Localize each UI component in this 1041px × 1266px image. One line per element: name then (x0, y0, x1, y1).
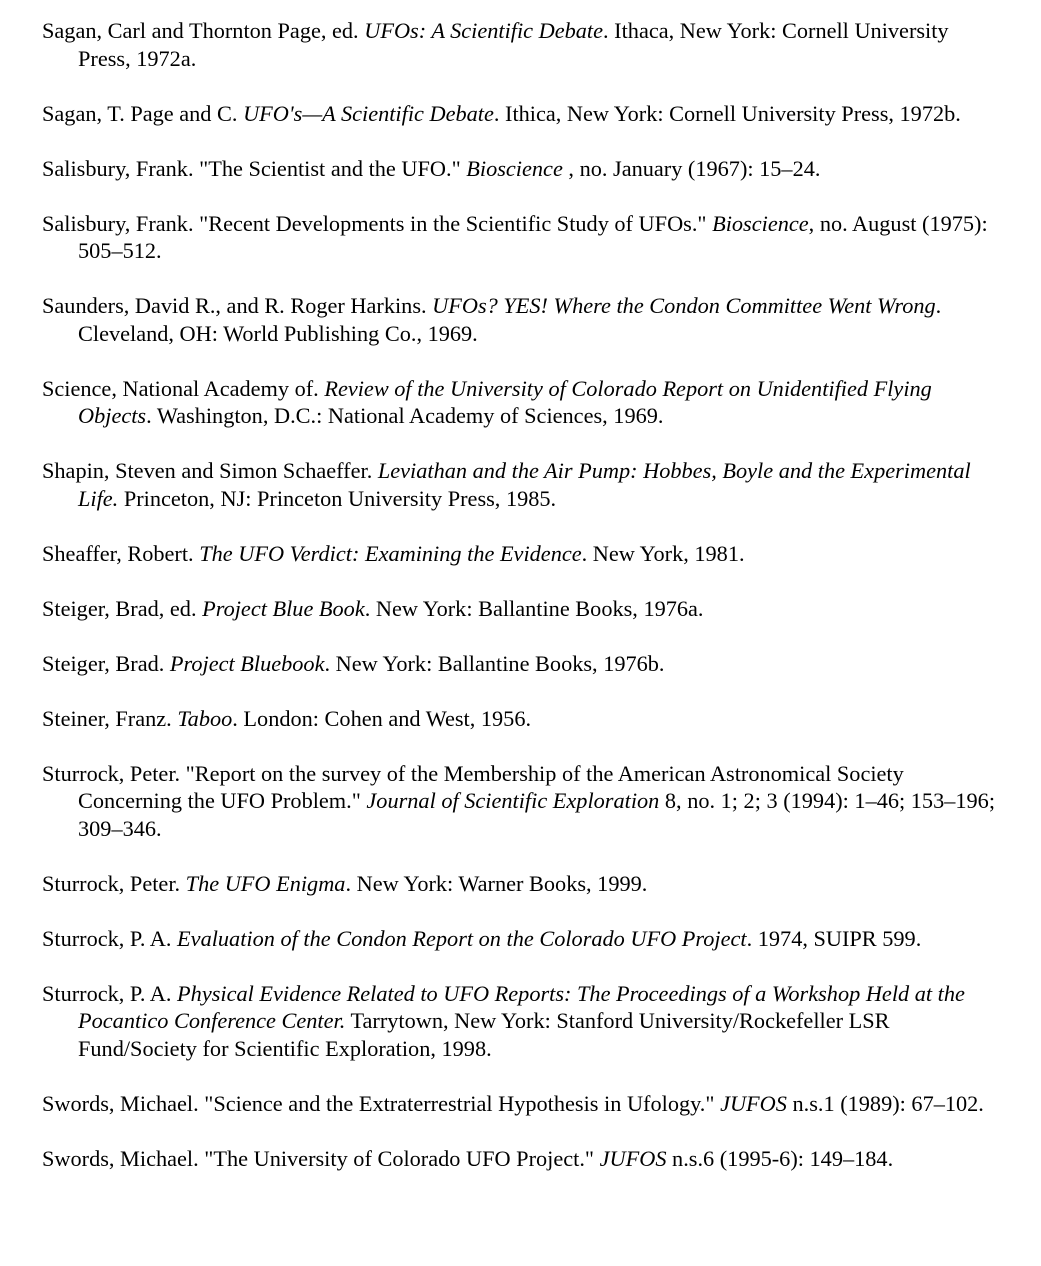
bibliography-entry (42, 540, 1002, 568)
bibliography-entry (42, 705, 1002, 733)
bibliography-entry (42, 595, 1002, 623)
entry-spacer (42, 622, 1002, 650)
entry-title: UFO's—A Scientific Debate (243, 100, 494, 126)
entry-title: The UFO Verdict: Examining the Evidence (199, 540, 582, 566)
bibliography-entry (42, 980, 1002, 1063)
entry-title: Evaluation of the Condon Report on the Colorado UFO Project (177, 925, 747, 951)
entry-text: . New York: Ballantine Books, 1976b. (324, 650, 665, 676)
bibliography-entry (42, 457, 1002, 512)
bibliography-entry (42, 1090, 1002, 1118)
entry-spacer (42, 842, 1002, 870)
entry-spacer (42, 567, 1002, 595)
entry-title: Project Blue Book (202, 595, 365, 621)
entry-spacer (42, 512, 1002, 540)
entry-text: . London: Cohen and West, 1956. (232, 705, 532, 731)
entry-text: Steiner, Franz. (42, 705, 178, 731)
entry-title: Leviathan and the Air Pump: Hobbes, Boyle and the Experimental Life. (78, 458, 971, 511)
entry-text: . New York: Warner Books, 1999. (345, 870, 648, 896)
entry-title: Review of the University of Colorado Report on Unidentified Flying Objects (78, 375, 932, 428)
bibliography-entry (42, 870, 1002, 898)
entry-text: Sagan, Carl and Thornton Page, ed. (42, 18, 365, 43)
bibliography-entry (42, 925, 1002, 953)
entry-text: . Ithaca, New York: Cornell University Press, 1972a. (78, 18, 949, 71)
entry-title: Bioscience (466, 155, 563, 181)
entry-text: Sheaffer, Robert. (42, 540, 200, 566)
entry-text: . Ithica, New York: Cornell University Press, 1972b. (493, 100, 961, 126)
entry-text: n.s.6 (1995-6): 149–184. (666, 1145, 894, 1171)
entry-spacer (42, 1117, 1002, 1145)
entry-title: UFOs? YES! Where the Condon Committee Went Wrong (432, 293, 936, 318)
bibliography-entry (42, 100, 1002, 128)
entry-text: Sturrock, Peter. "Report on the survey of the Membership of the American Astronomical Society Concerning the UFO Problem." (42, 760, 904, 813)
entry-text: Sagan, T. Page and C. (42, 100, 244, 126)
entry-text: Sturrock, Peter. (42, 870, 186, 896)
entry-text: Salisbury, Frank. "The Scientist and the UFO." (42, 155, 467, 181)
entry-title: Journal of Scientific Exploration (366, 788, 660, 813)
bibliography-entry (42, 210, 1002, 265)
entry-spacer (42, 677, 1002, 705)
entry-spacer (42, 127, 1002, 155)
entry-text: Tarrytown, New York: Stanford University/Rockefeller LSR Fund/Society for Scientific Exploration, 1998. (78, 1008, 890, 1061)
entry-text: Swords, Michael. "Science and the Extraterrestrial Hypothesis in Ufology." (42, 1090, 721, 1116)
bibliography-entry (42, 1145, 1002, 1173)
entry-title: JUFOS (720, 1090, 787, 1116)
bibliography-page (42, 17, 1002, 1172)
entry-title: Taboo (177, 705, 233, 731)
entry-text: n.s.1 (1989): 67–102. (786, 1090, 984, 1116)
entry-spacer (42, 182, 1002, 210)
entry-spacer (42, 732, 1002, 760)
entry-text: Steiger, Brad, ed. (42, 595, 203, 621)
entry-spacer (42, 347, 1002, 375)
entry-text: Steiger, Brad. (42, 650, 170, 676)
entry-spacer (42, 265, 1002, 293)
entry-title: The UFO Enigma (185, 870, 346, 896)
bibliography-entry (42, 155, 1002, 183)
entry-text: . New York, 1981. (581, 540, 745, 566)
entry-text: , no. August (1975): 505–512. (78, 210, 988, 263)
entry-text: . Cleveland, OH: World Publishing Co., 1969. (78, 293, 942, 346)
entry-spacer (42, 72, 1002, 100)
entry-spacer (42, 897, 1002, 925)
entry-title: JUFOS (599, 1145, 667, 1171)
bibliography-entry (42, 650, 1002, 678)
entry-text: . New York: Ballantine Books, 1976a. (364, 595, 704, 621)
bibliography-entry (42, 375, 1002, 430)
entry-text: Salisbury, Frank. "Recent Developments in the Scientific Study of UFOs." (42, 210, 713, 236)
bibliography-entry (42, 760, 1002, 843)
entry-text: . 1974, SUIPR 599. (746, 925, 922, 951)
entry-text: . Washington, D.C.: National Academy of Sciences, 1969. (146, 403, 664, 428)
entry-text: Sturrock, P. A. (42, 980, 178, 1006)
bibliography-entry (42, 292, 1002, 347)
entry-spacer (42, 1062, 1002, 1090)
entry-text: Swords, Michael. "The University of Colorado UFO Project." (42, 1145, 600, 1171)
entry-text: , no. January (1967): 15–24. (562, 155, 821, 181)
entry-text: Science, National Academy of. (42, 375, 325, 401)
entry-title: Physical Evidence Related to UFO Reports: The Proceedings of a Workshop Held at the Pocantico Conference Center. (78, 980, 965, 1033)
entry-text: Sturrock, P. A. (42, 925, 178, 951)
entry-spacer (42, 430, 1002, 458)
entry-title: UFOs: A Scientific Debate (364, 18, 604, 43)
entry-text: 8, no. 1; 2; 3 (1994): 1–46; 153–196; 309–346. (78, 788, 996, 841)
entry-text: Princeton, NJ: Princeton University Press, 1985. (118, 485, 557, 511)
entry-text: Shapin, Steven and Simon Schaeffer. (42, 458, 378, 483)
entry-title: Bioscience (712, 210, 809, 236)
entry-spacer (42, 952, 1002, 980)
bibliography-entry (42, 17, 1002, 72)
entry-text: Saunders, David R., and R. Roger Harkins. (42, 293, 433, 318)
entry-title: Project Bluebook (169, 650, 325, 676)
